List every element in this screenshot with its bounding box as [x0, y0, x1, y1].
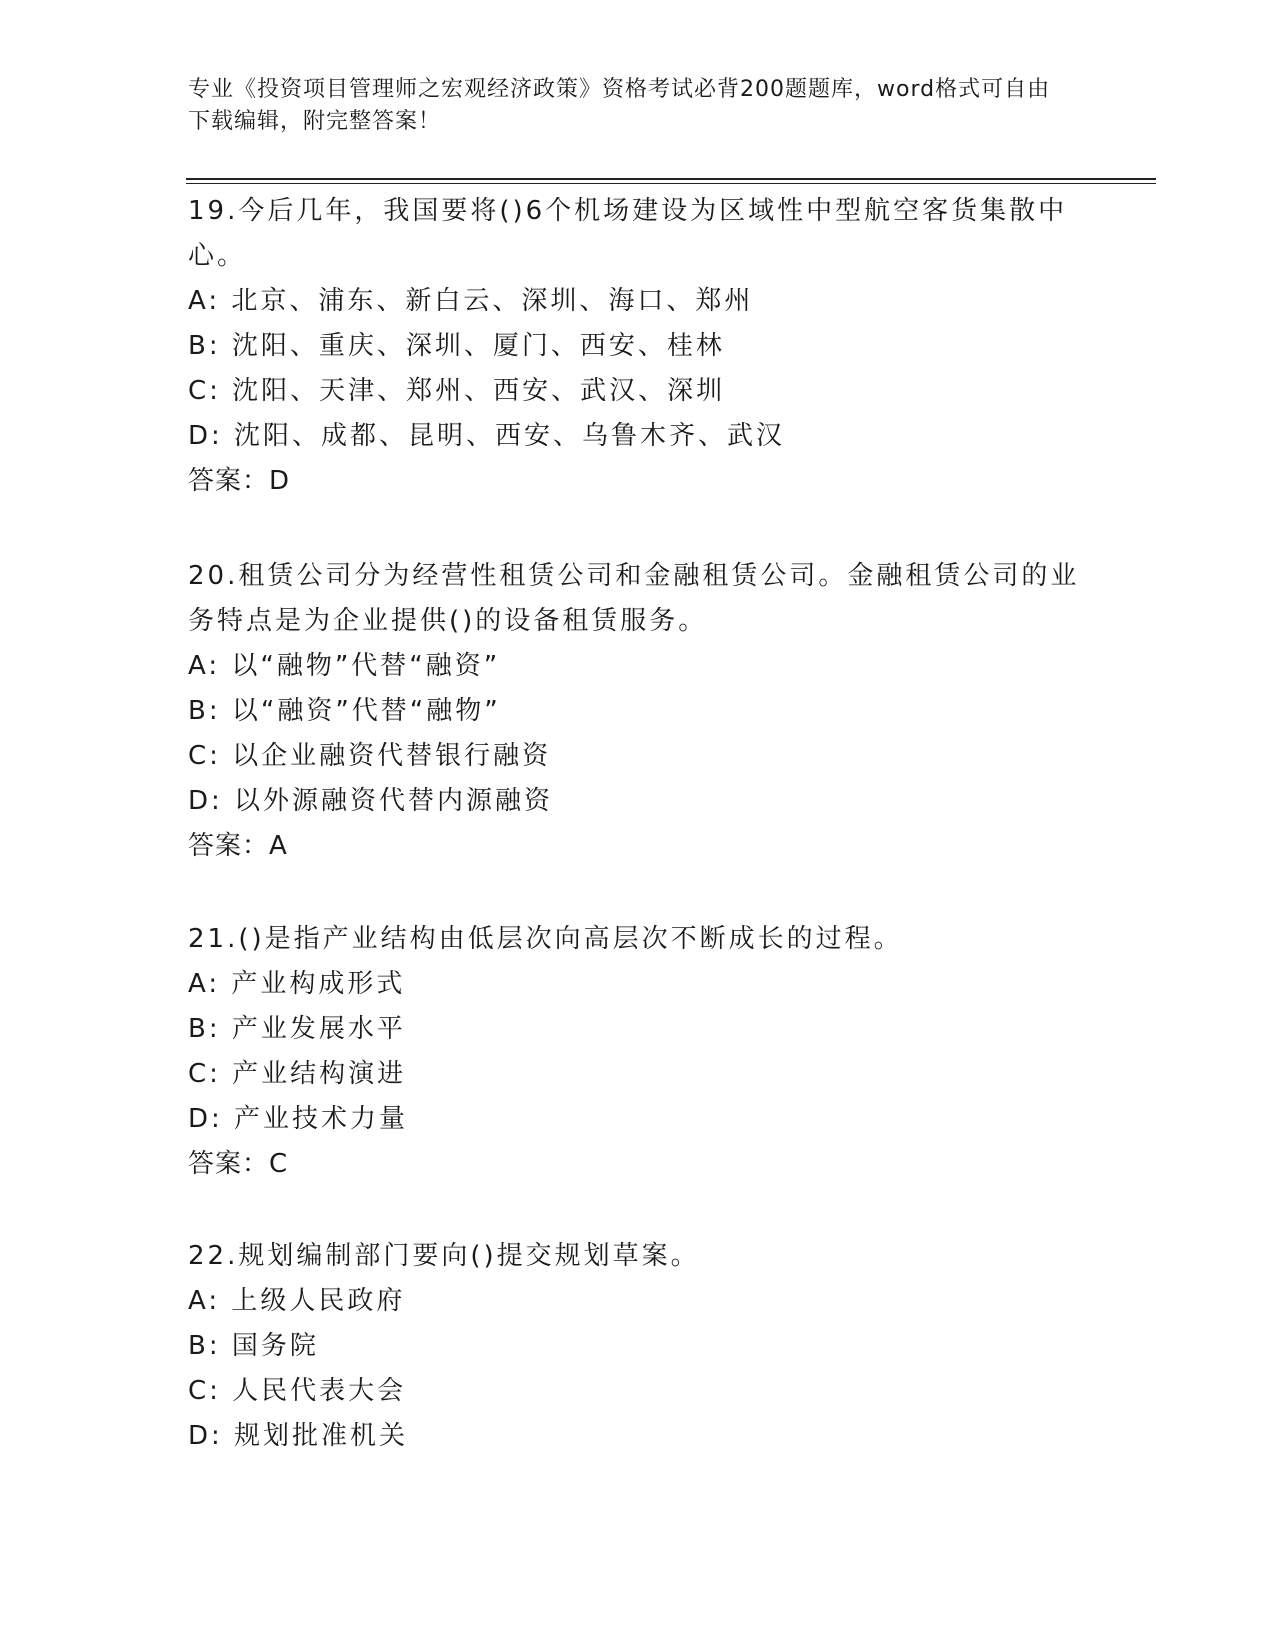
option-b: B: 国务院: [188, 1331, 319, 1361]
option-b: B: 沈阳、重庆、深圳、厦门、西安、桂林: [188, 331, 725, 361]
option-a: A: 北京、浦东、新白云、深圳、海口、郑州: [188, 286, 754, 316]
option-b: B: 产业发展水平: [188, 1014, 406, 1044]
question-22: [188, 1234, 1088, 1459]
option-c: C: 沈阳、天津、郑州、西安、武汉、深圳: [188, 376, 726, 406]
header-divider-thin: [186, 183, 1156, 184]
question-19: [188, 189, 1088, 504]
question-20: [188, 554, 1088, 869]
option-d: D: 以外源融资代替内源融资: [188, 786, 554, 816]
option-a: A: 以“融物”代替“融资”: [188, 651, 501, 681]
answer: 答案：D: [188, 466, 291, 496]
option-d: D: 沈阳、成都、昆明、西安、乌鲁木齐、武汉: [188, 421, 786, 451]
option-c: C: 产业结构演进: [188, 1059, 407, 1089]
question-text: 21.()是指产业结构由低层次向高层次不断成长的过程。: [188, 924, 903, 954]
option-d: D: 规划批准机关: [188, 1421, 409, 1451]
option-a: A: 产业构成形式: [188, 969, 406, 999]
header-divider-thick: [186, 178, 1156, 180]
option-d: D: 产业技术力量: [188, 1104, 409, 1134]
answer: 答案：A: [188, 831, 288, 861]
question-21: [188, 917, 1088, 1187]
answer: 答案：C: [188, 1149, 289, 1179]
question-text: 19.今后几年，我国要将()6个机场建设为区域性中型航空客货集散中心。: [188, 196, 1068, 271]
question-text: 20.租赁公司分为经营性租赁公司和金融租赁公司。金融租赁公司的业务特点是为企业提供()的设备租赁服务。: [188, 561, 1080, 636]
question-text: 22.规划编制部门要向()提交规划草案。: [188, 1241, 700, 1271]
document-header: 专业《投资项目管理师之宏观经济政策》资格考试必背200题题库，word格式可自由下载编辑，附完整答案！: [188, 77, 1051, 134]
option-b: B: 以“融资”代替“融物”: [188, 696, 501, 726]
option-a: A: 上级人民政府: [188, 1286, 406, 1316]
option-c: C: 人民代表大会: [188, 1376, 407, 1406]
option-c: C: 以企业融资代替银行融资: [188, 741, 552, 771]
